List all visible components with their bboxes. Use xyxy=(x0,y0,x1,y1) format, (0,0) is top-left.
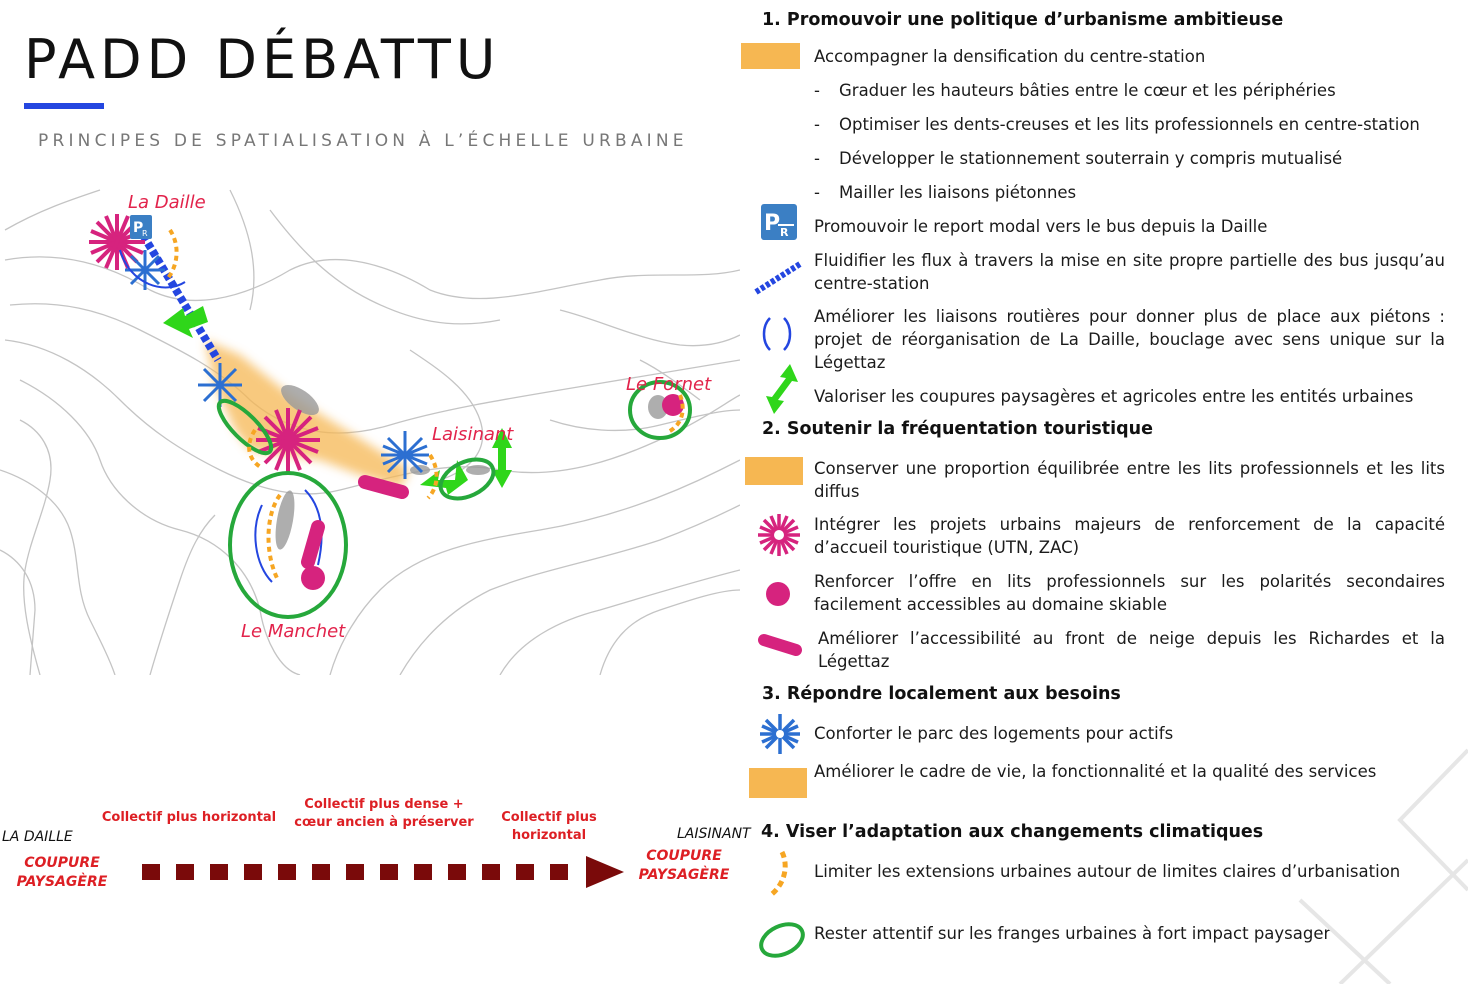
timeline-dash xyxy=(278,864,296,880)
orange-area-symbol xyxy=(741,43,800,69)
legend-acces: Améliorer l’accessibilité au front de neige depuis les Richardes et la Légettaz xyxy=(818,629,1445,671)
map-panel xyxy=(0,170,740,675)
place-label-le-fornet: Le Fornet xyxy=(626,374,712,395)
svg-text:R: R xyxy=(142,229,148,238)
legend-heading-4: 4. Viser l’adaptation aux changements climatiques xyxy=(761,822,1264,842)
legend-lits: Conserver une proportion équilibrée entre les lits professionnels et les lits diffus xyxy=(814,459,1445,501)
green-double-arrow-icon xyxy=(764,364,800,414)
timeline-dash xyxy=(244,864,262,880)
timeline-dash xyxy=(448,864,466,880)
park-and-ride-icon xyxy=(760,203,798,241)
svg-text:R: R xyxy=(780,226,789,239)
svg-text:P: P xyxy=(764,211,781,236)
legend-sub-item: - Optimiser les dents-creuses et les lits professionnels en centre-station xyxy=(814,115,1420,134)
landscape-cut-arrows xyxy=(163,306,512,495)
timeline-segment-3: Collectif plus horizontal xyxy=(501,810,597,843)
legend-sub-item: - Développer le stationnement souterrain y compris mutualisé xyxy=(814,149,1343,168)
front-de-neige-access xyxy=(365,482,402,492)
timeline-dash xyxy=(414,864,432,880)
svg-text:P: P xyxy=(133,220,144,236)
place-label-la-daille: La Daille xyxy=(128,192,206,213)
title-accent-bar xyxy=(24,103,104,109)
timeline-segment-1: Collectif plus horizontal xyxy=(101,810,277,825)
legend-heading-1: 1. Promouvoir une politique d’urbanisme ambitieuse xyxy=(762,10,1284,30)
legend-densification: Accompagner la densification du centre-station xyxy=(814,47,1206,66)
timeline-dash xyxy=(142,864,160,880)
legend-logements: Conforter le parc des logements pour actifs xyxy=(814,724,1174,743)
map-contour-lines xyxy=(0,190,740,675)
timeline-dash xyxy=(346,864,364,880)
timeline-arrowhead xyxy=(586,856,624,888)
timeline-arrow xyxy=(140,852,625,892)
timeline-cut-left: COUPURE PAYSAGÈRE xyxy=(16,855,108,890)
timeline-segment-2: Collectif plus dense + cœur ancien à préserver xyxy=(294,797,474,830)
legend-heading-2: 2. Soutenir la fréquentation touristique xyxy=(762,419,1153,439)
orange-area-symbol xyxy=(745,457,803,485)
housing-star-icon xyxy=(758,712,802,756)
road-loop-icon xyxy=(760,314,794,354)
page-title: PADD DÉBATTU xyxy=(24,28,501,91)
timeline-end-label: LAISINANT xyxy=(677,826,751,842)
green-fringe-icon xyxy=(756,918,808,962)
timeline-dash xyxy=(380,864,398,880)
magenta-bar-icon xyxy=(756,632,804,658)
legend-cadre: Améliorer le cadre de vie, la fonctionnalité et la qualité des services xyxy=(814,762,1377,781)
settlement-blobs xyxy=(272,379,668,551)
legend-sub-item: - Mailler les liaisons piétonnes xyxy=(814,183,1077,202)
major-project-star xyxy=(256,408,320,472)
legend-coupures: Valoriser les coupures paysagères et agricoles entre les entités urbaines xyxy=(814,387,1414,406)
legend-projets: Intégrer les projets urbains majeurs de renforcement de la capacité d’accueil touristique (UTN, ZAC) xyxy=(814,515,1445,557)
place-label-laisinant: Laisinant xyxy=(432,424,514,445)
urban-limit-dash-icon xyxy=(764,850,794,898)
timeline-cut-right: COUPURE PAYSAGÈRE xyxy=(638,848,730,883)
page-subtitle: PRINCIPES DE SPATIALISATION À L’ÉCHELLE URBAINE xyxy=(38,131,688,151)
legend-routes: Améliorer les liaisons routières pour donner plus de place aux piétons : projet de réorganisation de La Daille, bouclage avec sens unique sur la Légettaz xyxy=(814,307,1445,372)
decorative-corner-lines xyxy=(1280,740,1468,984)
major-project-star-icon xyxy=(756,512,802,558)
orange-area-symbol xyxy=(749,768,807,798)
legend-extensions: Limiter les extensions urbaines autour de limites claires d’urbanisation xyxy=(814,862,1401,881)
housing-star-2 xyxy=(381,431,429,479)
legend-offre: Renforcer l’offre en lits professionnels sur les polarités secondaires facilement accessibles au domaine skiable xyxy=(814,572,1445,614)
bus-lane-icon xyxy=(752,258,804,298)
timeline-dash xyxy=(482,864,500,880)
timeline-dash xyxy=(176,864,194,880)
timeline-dash xyxy=(516,864,534,880)
timeline-dash xyxy=(550,864,568,880)
timeline-dash xyxy=(312,864,330,880)
timeline-start-label: LA DAILLE xyxy=(2,829,73,845)
timeline-dash xyxy=(210,864,228,880)
legend-franges: Rester attentif sur les franges urbaines à fort impact paysager xyxy=(814,924,1331,943)
place-label-le-manchet: Le Manchet xyxy=(241,621,346,642)
la-daille-cluster xyxy=(89,214,185,290)
legend-flux: Fluidifier les flux à travers la mise en site propre partielle des bus jusqu’au centre-station xyxy=(814,251,1445,293)
legend-sub-item: - Graduer les hauteurs bâties entre le cœur et les périphéries xyxy=(814,81,1336,100)
legend-heading-3: 3. Répondre localement aux besoins xyxy=(762,684,1121,704)
magenta-dot-icon xyxy=(764,580,792,608)
legend-report-modal: Promouvoir le report modal vers le bus depuis la Daille xyxy=(814,217,1268,236)
